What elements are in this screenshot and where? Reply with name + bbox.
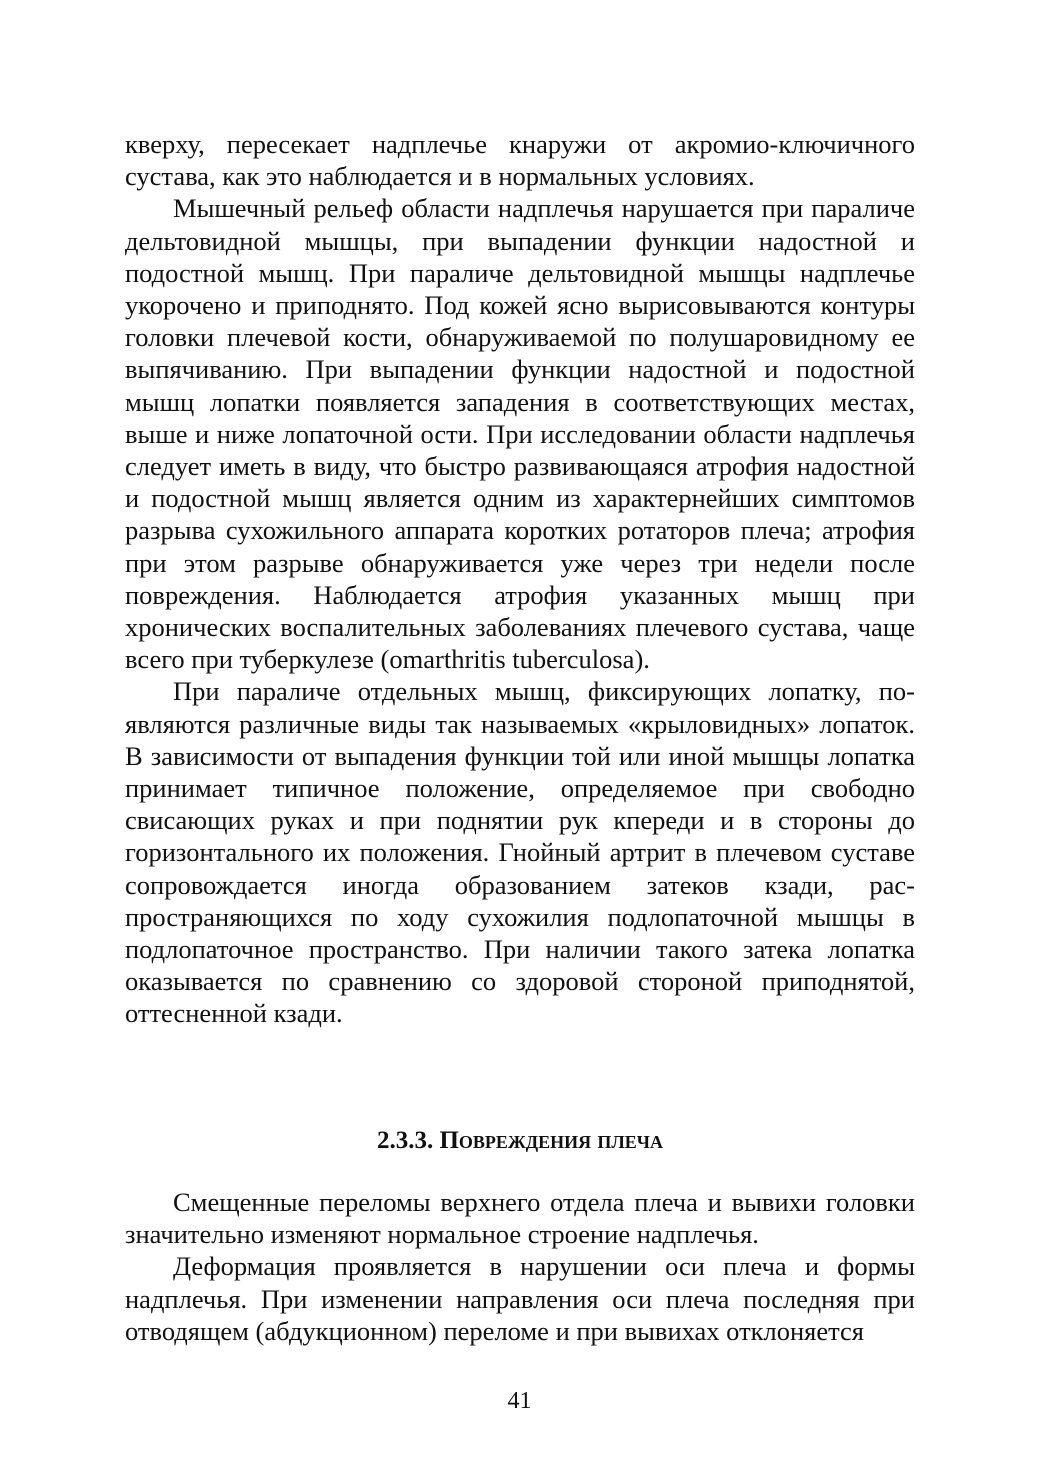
paragraph-4: Смещенные переломы верхнего отдела плеча и вывихи головки значительно изменяют нормальное строение надплечья. — [125, 1187, 915, 1250]
paragraph-1: кверху, пересекает надплечье кнаружи от акромио-ключичного сустава, как это наблюдается и в нормальных условиях. — [125, 129, 915, 192]
section-number: 2.3.3. — [376, 1127, 434, 1154]
body-text-bottom — [125, 1186, 915, 1347]
paragraph-5: Деформация проявляется в нарушении оси плеча и формы надплечья. При изменении направления оси плеча последняя при отводящем (абдукционном) переломе и при вывихах отклоняется — [125, 1251, 915, 1346]
paragraph-2: Мышечный рельеф области надплечья нарушается при параличе дельтовидной мышцы, при выпадении функции надостной и подостной мышц. При параличе дельтовидной мышцы надплечье укорочено и приподнято. Под кожей ясно вырисовываются контуры головки плечевой кости, обнаруживаемой по полушаровидному ее выпячиванию. При выпадении функции надостной и подостной мышц лопатки появляется западения в соответствующих местах, выше и ниже лопаточной ости. При исследовании области надплечья следует иметь в виду, что быстро развивающаяся атрофия надостной и подостной мышц является одним из характернейших симптомов разрыва сухожильного аппарата коротких ротаторов плеча; атрофия при этом разрыве обнаруживается уже через три недели после повреждения. Наблюдается атрофия указанных мышц при хронических воспалительных заболеваниях плечевого сустава, чаще всего при туберкулезе (omarthritis tuberculosa). — [125, 193, 915, 675]
paragraph-3: При параличе отдельных мышц, фиксирующих лопатку, появляются различные виды так называемых «крыловидных» лопаток. В зависимости от выпадения функции той или иной мышцы лопатка принимает типичное положение, определяемое при свободно свисающих руках и при поднятии рук кпереди и в стороны до горизонтального их положения. Гнойный артрит в плечевом суставе сопровождается иногда образованием затеков кзади, распространяющихся по ходу сухожилия подлопаточной мышцы в подлопаточное пространство. При наличии такого затека лопатка оказывается по сравнению со здоровой стороной приподнятой, оттесненной кзади. — [125, 676, 915, 1029]
section-title: Повреждения плеча — [439, 1127, 664, 1154]
body-text-top — [125, 128, 915, 1030]
page-number: 41 — [507, 1388, 532, 1414]
section-heading — [125, 1126, 915, 1156]
